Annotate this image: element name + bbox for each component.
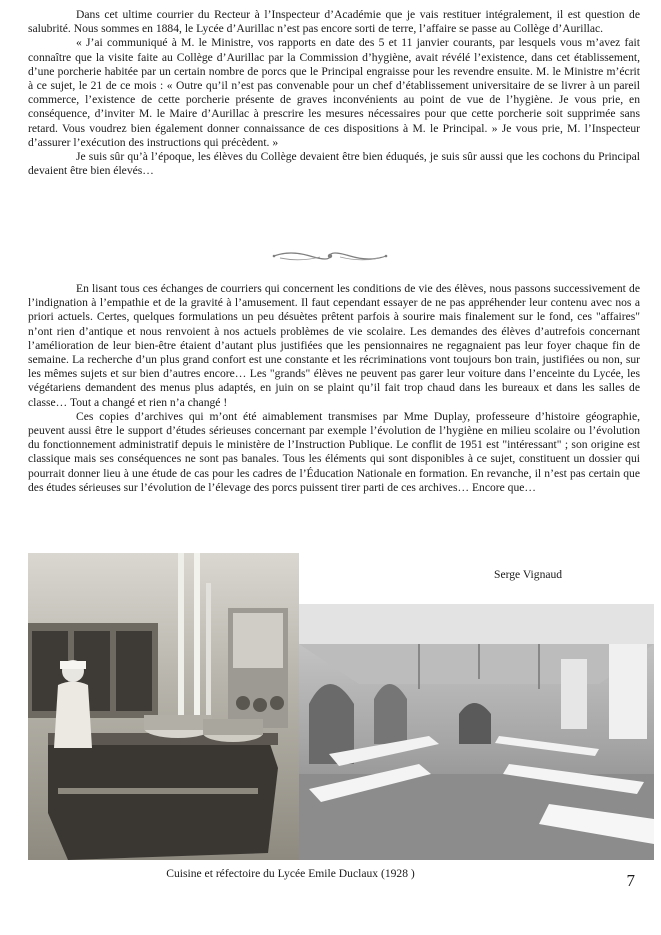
ornamental-flourish-icon [270, 249, 390, 263]
paragraph: En lisant tous ces échanges de courriers qui concernent les conditions de vie des élèves, nous passons successivement de l’indignation à l’empathie et de la gravité à l’amusement. Il faut cependant essayer de ne pas appréhender leur contenu avec nos a priori actuels. Certes, quelques formulations un peu désuètes prêtent parfois à sourire mais finalement sur le fond, ces "affaires" n’ont rien d’antique et nous renvoient à nos actuels problèmes de vie scolaire. Les demandes des élèves d’autrefois concernant l’amélioration de leur bien-être étaient d’autant plus justifiées que les pensionnaires ne regagnaient pas leur foyer chaque fin de semaine. La recherche d’un plus grand confort est une constante et les récriminations vont toujours bon train, justifiées ou non, sur les mêmes sujets et sur bien d’autres encore… Les "grands" élèves ne peuvent pas garer leur voiture dans l’enceinte du Lycée, les végétariens demandent des menus plus adaptés, en juin on se plaint qu’il fait trop chaud dans les bureaux et dans les salles de classe… Tout a changé et rien n’a changé ! [28, 282, 640, 409]
article-body [28, 282, 640, 495]
author-signature: Serge Vignaud [494, 568, 563, 581]
kitchen-photo [28, 553, 299, 860]
page-number: 7 [626, 871, 635, 890]
photo-caption: Cuisine et réfectoire du Lycée Emile Duclaux (1928 ) [166, 867, 415, 880]
paragraph: Dans cet ultime courrier du Recteur à l’Inspecteur d’Académie que je vais restituer intégralement, il est question de salubrité. Nous sommes en 1884, le Lycée d’Aurillac n’est pas encore sorti de terre, l’affaire se passe au Collège d’Aurillac. [28, 8, 640, 36]
paragraph: Ces copies d’archives qui m’ont été aimablement transmises par Mme Duplay, professeure d’histoire géographie, peuvent aussi être le support d’études sérieuses concernant par exemple l’évolution de l’hygiène en milieu scolaire ou l’évolution du fonctionnement administratif depuis le ministère de l’Instruction Publique. Le conflit de 1951 est "intéressant" ; son origine est classique mais ses conséquences ne sont pas banales. Tous les éléments qui sont disponibles à ce sujet, constituent un dossier qui pourrait donner lieu à une étude de cas pour les cadres de l’Éducation Nationale en formation. En revanche, il n’est pas certain que des études sérieuses sur l’évolution de l’élevage des porcs puissent tirer parti de ces archives… Encore que… [28, 409, 640, 494]
paragraph: Je suis sûr qu’à l’époque, les élèves du Collège devaient être bien éduqués, je suis sûr aussi que les cochons du Principal devaient être bien élevés… [28, 150, 640, 178]
refectory-photo [299, 604, 654, 860]
paragraph-quote: « J’ai communiqué à M. le Ministre, vos rapports en date des 5 et 11 janvier courants, par lesquels vous m’avez fait connaître que la visite faite au Collège d’Aurillac par la Commission d’hygiène, avait révélé l’existence, dans cet établissement, d’une porcherie habitée par un certain nombre de porcs que le Principal engraisse pour les revendre ensuite. M. le Ministre m’écrit à ce sujet, le 21 de ce mois : « Outre qu’il n’est pas convenable pour un chef d’établissement universitaire de se livrer à un pareil commerce, l’existence de cette porcherie présente de graves inconvénients au point de vue de l’hygiène. Je vous prie, en conséquence, d’inviter M. le Maire d’Aurillac à prescrire les mesures nécessaires pour que cette porcherie soit supprimée sans retard. Vous voudrez bien également donner connaissance de ces dispositions à M. le Principal. » Je vous prie, M. l’Inspecteur d’assurer l’exécution des instructions qui précèdent. » [28, 36, 640, 149]
article-intro [28, 8, 640, 178]
